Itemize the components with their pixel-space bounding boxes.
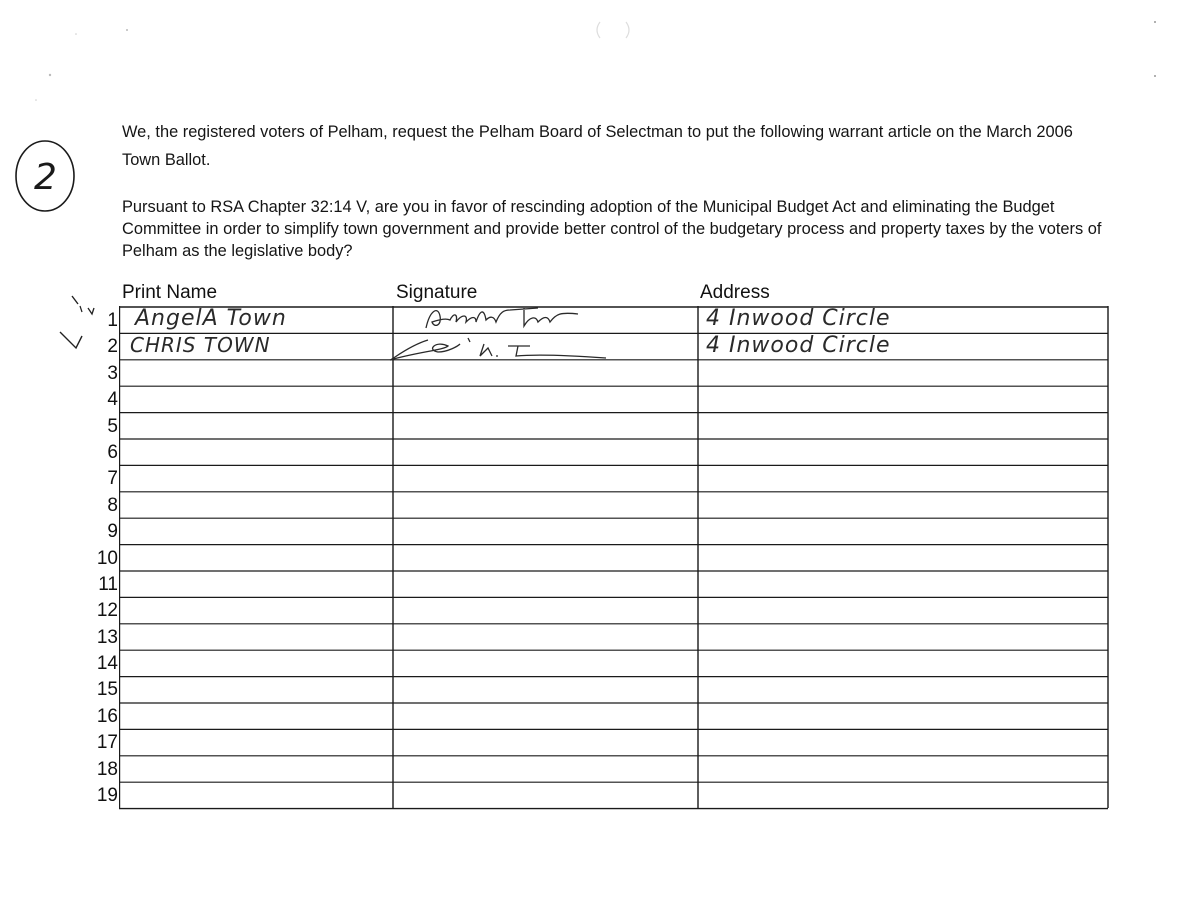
row-number: 4: [107, 389, 118, 411]
header-signature: Signature: [396, 282, 478, 303]
entry-1-address: 4 Inwood Circle: [706, 306, 891, 331]
header-print-name: Print Name: [122, 282, 218, 303]
row-number: 1: [107, 310, 118, 331]
row-number: 2: [107, 336, 118, 358]
row-number: 3: [107, 362, 118, 384]
row-number: 7: [107, 468, 118, 490]
row-number: 11: [98, 573, 118, 595]
petition-request-text: We, the registered voters of Pelham, request the Pelham Board of Selectman to put the following warrant article on the March 2006 Town Ballot.: [122, 123, 1073, 169]
row-number: 10: [96, 547, 118, 569]
entry-2-signature: [388, 330, 618, 369]
petition-question-text: Pursuant to RSA Chapter 32:14 V, are you in favor of rescinding adoption of the Municipal Budget Act and eliminating the Budget Committee in order to simplify town government and provide better control of the budgetary process and property taxes by the voters of Pelham as the legislative body?: [122, 198, 1102, 260]
row-number: 14: [96, 653, 118, 675]
signature-table: [119, 306, 1111, 815]
entry-2-name: CHRIS TOWN: [130, 333, 271, 357]
row-number-column: [70, 307, 118, 808]
row-number: 17: [96, 732, 118, 754]
row-number: 18: [96, 758, 118, 780]
row-number: 5: [107, 415, 118, 437]
row-number: 8: [107, 494, 118, 516]
row-number: 9: [107, 521, 118, 543]
header-address: Address: [700, 282, 770, 303]
entry-2-address: 4 Inwood Circle: [706, 333, 891, 358]
row-number: 19: [96, 785, 118, 807]
entry-1-name: AngelA Town: [135, 306, 287, 331]
circled-number-text: 2: [34, 157, 57, 198]
row-number: 13: [96, 626, 118, 648]
circled-number-mark: [12, 136, 76, 221]
row-number: 15: [96, 679, 118, 701]
row-number: 12: [96, 600, 118, 622]
row-number: 16: [96, 705, 118, 727]
row-number: 6: [107, 441, 118, 463]
